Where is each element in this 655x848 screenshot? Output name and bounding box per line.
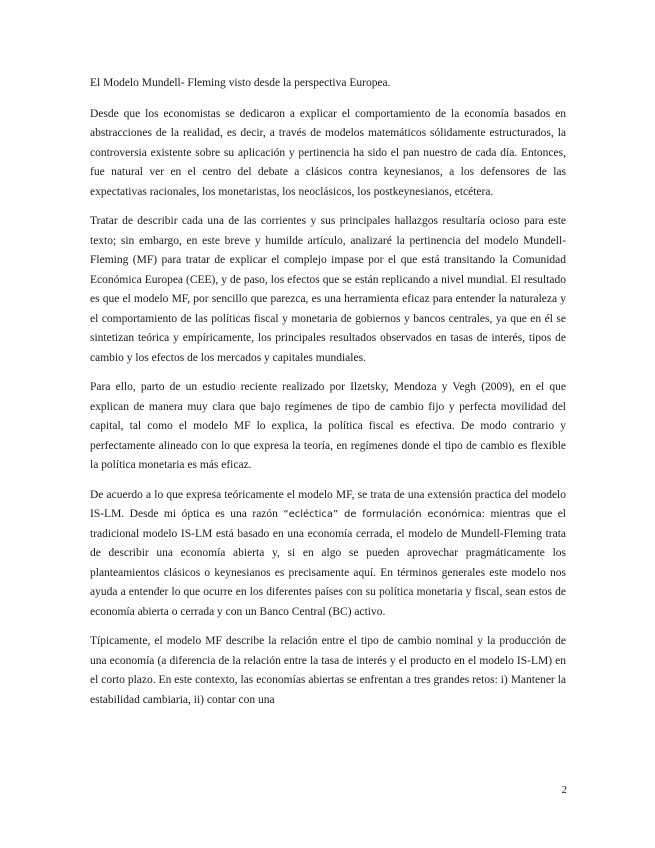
page-number: 2: [561, 784, 567, 796]
paragraph-4: [90, 486, 566, 623]
paragraph-1: Desde que los economistas se dedicaron a explicar el comportamiento de la economía basados en abstracciones de la realidad, es decir, a través de modelos matemáticos sólidamente estructurados, la controversia existente sobre su aplicación y pertinencia ha sido el pan nuestro de cada día. Entonces, fue natural ver en el centro del debate a clásicos contra keynesianos, a los defensores de las expectativas racionales, los monetaristas, los neoclásicos, los postkeynesianos, etcétera.: [90, 107, 566, 198]
paragraph-4-text-end: : mientras que el tradicional modelo IS-LM está basado en una economía cerrada, el modelo de Mundell-Fleming trata de describir una economía abierta y, si en algo se pueden aprovechar pragmáticamente los planteamientos clásicos o keynesianos es precisamente aquí. En términos generales este modelo nos ayuda a entender lo que ocurre en los diferentes países con su política monetaria y fiscal, sean estos de economía abierta o cerrada y con un Banco Central (BC) activo.: [90, 508, 566, 618]
paragraph-3: Para ello, parto de un estudio reciente realizado por Ilzetsky, Mendoza y Vegh (2009), en el que explican de manera muy clara que bajo regímenes de tipo de cambio fijo y perfecta movilidad del capital, tal como el modelo MF lo explica, la política fiscal es efectiva. De modo contrario y perfectamente alineado con lo que expresa la teoría, en regímenes donde el tipo de cambio es flexible la política monetaria es más eficaz.: [90, 381, 566, 471]
paragraph-4-text-start: De acuerdo a lo que expresa teóricamente el modelo MF, se trata de una extensión practica del modelo IS-LM. Desde mi óptica es una razón: [90, 488, 566, 520]
paragraph-2: Tratar de describir cada una de las corrientes y sus principales hallazgos resultaría ocioso para este texto; sin embargo, en este breve y humilde artículo, analizaré la pertinencia del modelo Mundell-Fleming (MF) para tratar de explicar el complejo impase por el que está transitando la Comunidad Económica Europea (CEE), y de paso, los efectos que se están replicando a nivel mundial. El resultado es que el modelo MF, por sencillo que parezca, es una herramienta eficaz para entender la naturaleza y el comportamiento de las políticas fiscal y monetaria de gobiernos y bancos centrales, ya que en él se sintetizan teórica y empíricamente, los principales resultados observados en tasas de interés, tipos de cambio y los efectos de los mercados y capitales mundiales.: [90, 215, 566, 364]
document-body: [90, 74, 566, 720]
paragraph-4-highlight-phrase: “ecléctica” de formulación económica: [283, 509, 482, 520]
document-title: El Modelo Mundell- Fleming visto desde la perspectiva Europea.: [90, 77, 391, 89]
paragraph-5: Típicamente, el modelo MF describe la relación entre el tipo de cambio nominal y la producción de una economía (a diferencia de la relación entre la tasa de interés y el producto en el modelo IS-LM) en el corto plazo. En este contexto, las economías abiertas se enfrentan a tres grandes retos: i) Mantener la estabilidad cambiaria, ii) contar con una: [90, 635, 566, 706]
